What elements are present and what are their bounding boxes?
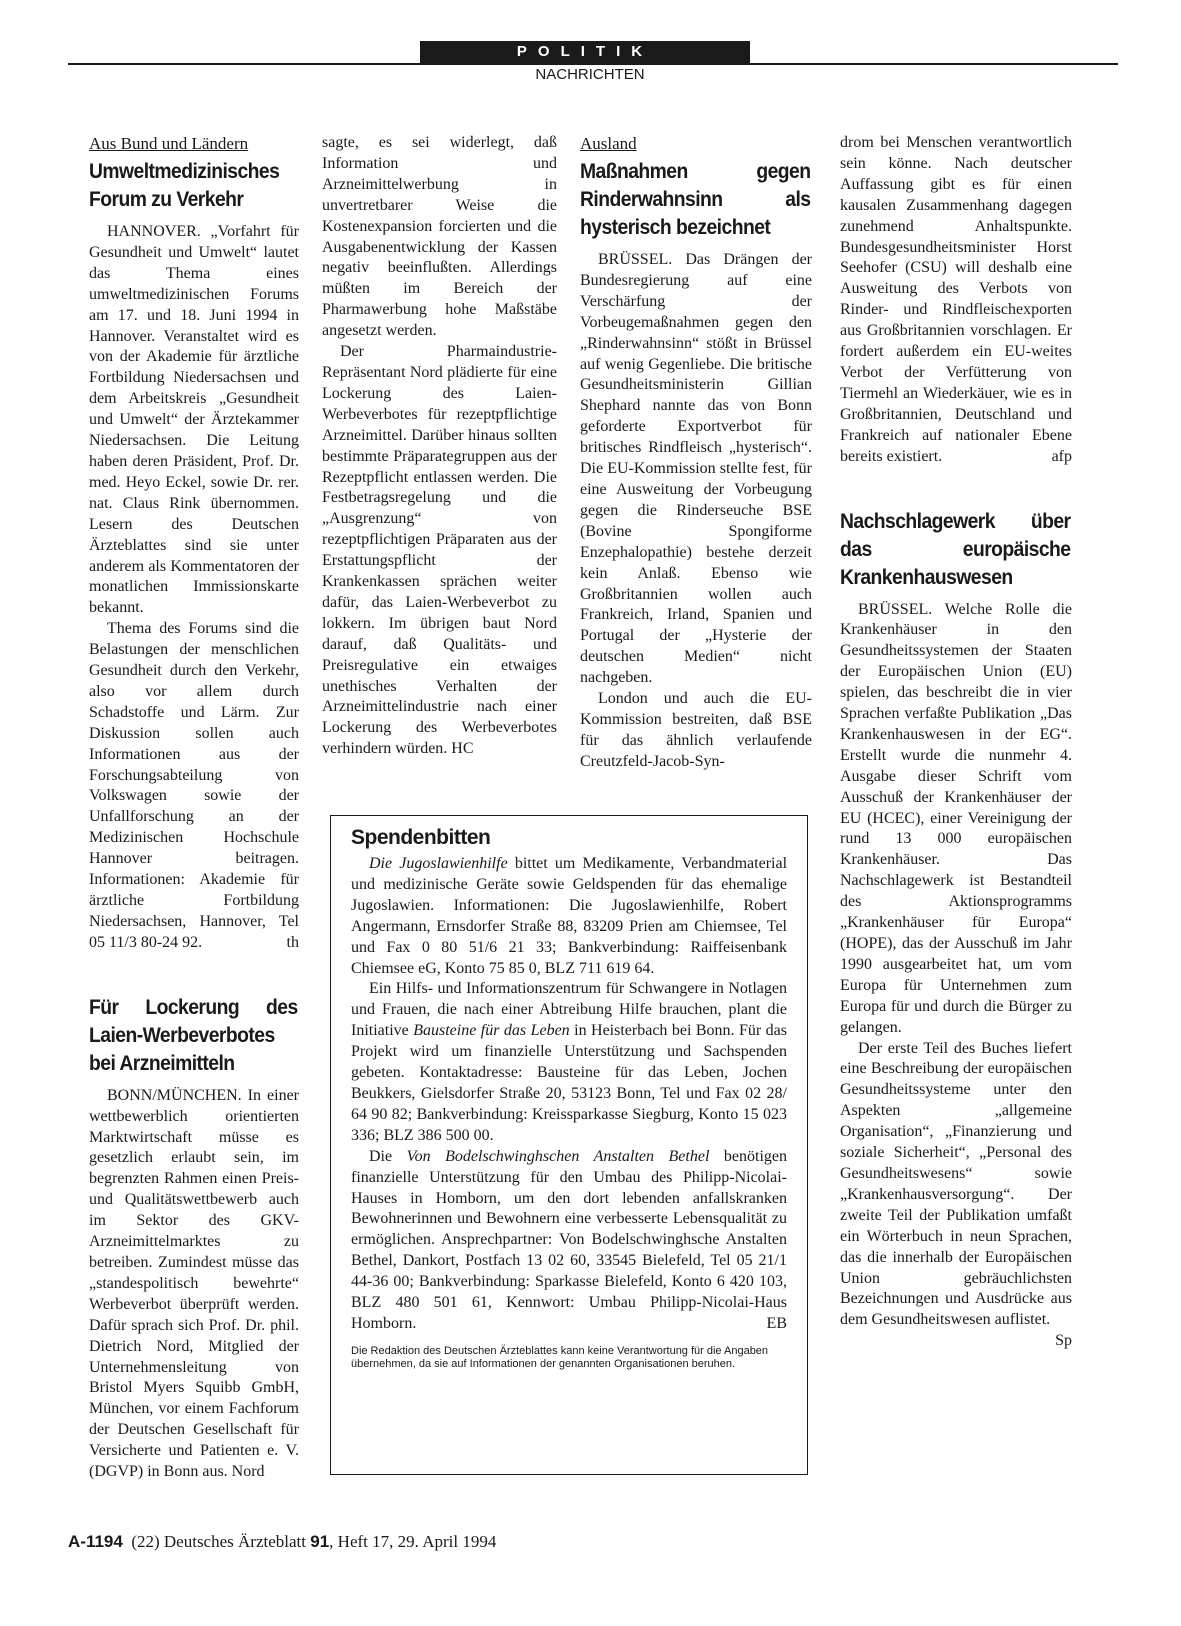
author-initials: afp bbox=[1051, 447, 1072, 465]
article-umweltforum-p2: Thema des Forums sind die Belastungen der menschlichen Gesundheit durch den Verkehr, also vor allem durch Schadstoffe und Lärm. Zur Diskussion sollen auch Informationen aus der Forschungsabteilung von Volkswagen sowie der Unfallforschung an der Medizinischen Hochschule Hannover beitragen. Informationen: Akademie für ärztliche Fortbildung Niedersachsen, Hannover, Tel 05 11/3 80-24 92. th bbox=[89, 619, 299, 954]
header-rule bbox=[68, 63, 1118, 65]
article-werbeverbot-p1: BONN/MÜNCHEN. In einer wettbewerblich orientierten Marktwirtschaft müsse es gesetzlich erlaubt sein, im begrenzten Rahmen einen Preis- und Qualitätswettbewerb auch im Sektor des GKV-Arzneimittelmarktes zu betreiben. Zumindest müsse das „standespolitisch bewehrte“ Werbeverbot überprüft werden. Dafür sprach sich Prof. Dr. phil. Dietrich Nord, Mitglied der Unternehmensleitung von Bristol Myers Squibb GmbH, München, vor einem Fachforum der Deutschen Gesellschaft für Versicherte und Patienten e. V. (DGVP) in Bonn aus. Nord bbox=[89, 1086, 299, 1481]
author-initials: Sp bbox=[1055, 1332, 1072, 1350]
page-number: A-1194 bbox=[68, 1532, 123, 1551]
article-werbeverbot-p2: sagte, es sei widerlegt, daß Information und Arzneimittelwerbung in unvertretbarer Weise die Kostenexpansion forcierten und die Ausgabenentwicklung der Kassen negativ beeinflußten. Allerdings müßten im Bereich der Pharmawerbung hohe Maßstäbe angesetzt werden. bbox=[322, 134, 557, 340]
section-header: POLITIK bbox=[420, 41, 750, 63]
volume-number: 91 bbox=[310, 1532, 330, 1551]
headline-rinderwahnsinn: Maßnahmen gegen Rinderwahnsinn als hysterisch bezeichnet bbox=[580, 160, 811, 239]
subsection-label: NACHRICHTEN bbox=[535, 66, 645, 83]
column-4 bbox=[840, 133, 1072, 1352]
disclaimer-note: Die Redaktion des Deutschen Ärzteblattes kann keine Verantwortung für die Angaben übernehmen, da sie auf Informationen der genannten Organisationen beruhen. bbox=[351, 1344, 769, 1371]
article-krankenhaus-p2: Der erste Teil des Buches liefert eine Beschreibung der europäischen Gesundheitssysteme unter den Aspekten „allgemeine Organisation“, „Finanzierung und soziale Sicherheit“, „Personal des Gesundheitswesens“ sowie „Krankenhausversorgung“. Der zweite Teil der Publikation umfaßt ein Wörterbuch in neun Sprachen, das die innerhalb der Europäischen Union gebräuchlichsten Bezeichnungen und Ausdrücke aus dem Gesundheitswesen auflistet. Sp bbox=[840, 1039, 1072, 1332]
article-werbeverbot-p3: Der Pharmaindustrie-Repräsentant Nord plädierte für eine Lockerung des Laien-Werbeverbotes für rezeptpflichtige Arzneimittel. Darüber hinaus sollten bestimmte Präparategruppen aus der Rezeptpflicht entlassen werden. Die Festbetragsregelung und die „Ausgrenzung“ von rezeptpflichtigen Präparaten aus der Erstattungspflicht der Krankenkassen sprächen weiter dafür, das Laien-Werbeverbot zu lokkern. Im übrigen baut Nord darauf, daß Qualitäts- und Preisregulative ein etwaiges unethisches Verhalten der Arzneimittelindustrie nach einer Lockerung des Werbeverbotes verhindern würden. HC bbox=[322, 343, 557, 758]
column-1 bbox=[89, 133, 299, 1483]
article-rinderwahnsinn-p3: drom bei Menschen verantwortlich sein könne. Nach deutscher Auffassung gibt es für einen kausalen Zusammenhang dagegen zunehmend Anhaltspunkte. Bundesgesundheitsminister Horst Seehofer (CSU) will deshalb eine Ausweitung des Verbots von Rinder- und Rindfleischexporten aus Großbritannien vorschlagen. Er fordert außerdem ein EU-weites Verbot der Verfütterung von Tiermehl an Wiederkäuer, wie es in Großbritannien, Deutschland und Frankreich auf nationaler Ebene bereits existiert. afp bbox=[840, 133, 1072, 468]
box-paragraph-2: Ein Hilfs- und Informationszentrum für Schwangere in Notlagen und Frauen, die nach einer Abtreibung Hilfe brauchen, plant die Initiative Bausteine für das Leben in Heisterbach bei Bonn. Für das Projekt wird um finanzielle Unterstützung und Sachspenden gebeten. Kontaktadresse: Bausteine für das Leben, Jochen Beukkers, Gielsdorfer Straße 20, 53123 Bonn, Tel und Fax 02 28/ 64 90 82; Bankverbindung: Kreissparkasse Siegburg, Konto 15 023 336; BLZ 386 500 00. bbox=[351, 980, 788, 1144]
article-rinderwahnsinn-p2: London und auch die EU-Kommission bestreiten, daß BSE für das ähnlich verlaufende Creutzfeld-Jacob-Syn- bbox=[580, 690, 812, 770]
article-umweltforum-p1: HANNOVER. „Vorfahrt für Gesundheit und Umwelt“ lautet das Thema eines umweltmedizinischen Forums am 17. und 18. Juni 1994 in Hannover. Veranstaltet wird es von der Akademie für ärztliche Fortbildung Niedersachsen und dem Arbeitskreis „Gesundheit und Umwelt“ der Ärztekammer Niedersachsen. Die Leitung haben deren Präsident, Prof. Dr. med. Heyo Eckel, sowie Dr. rer. nat. Claus Rink übernommen. Lesern des Deutschen Ärzteblattes sind sie unter anderem als Kommentatoren der monatlichen Immissionskarte bekannt. bbox=[89, 223, 299, 617]
article-rinderwahnsinn-p1: BRÜSSEL. Das Drängen der Bundesregierung auf eine Verschärfung der Vorbeugemaßnahmen gegen den „Rinderwahnsinn“ stößt in Brüssel auf wenig Gegenliebe. Die britische Gesundheitsministerin Gillian Shephard nannte das von Bonn geforderte Exportverbot für britisches Rindfleisch „hysterisch“. Die EU-Kommission stellte fest, für eine Ausweitung der Vorbeugung gegen die Rinderseuche BSE (Bovine Spongiforme Enzephalopathie) bestehe derzeit kein Anlaß. Ebenso wie Großbritannien wollen auch Frankreich, Irland, Spanien und Portugal der „Hysterie der deutschen Medien“ nicht nachgeben. bbox=[580, 251, 812, 687]
author-initials: HC bbox=[451, 740, 474, 758]
article-krankenhaus-p1: BRÜSSEL. Welche Rolle die Krankenhäuser in den Gesundheitssystemen der Staaten der Europäischen Union (EU) spielen, das beschreibt die in vier Sprachen verfaßte Publikation „Das Krankenhauswesen in der EG“. Erstellt wurde die nunmehr 4. Ausgabe dieser Schrift vom Ausschuß der Krankenhäuser der EU (HCEC), einer Vereinigung der rund 13 000 europäischen Krankenhäuser. Das Nachschlagewerk ist Bestandteil des Aktionsprogramms „Krankenhäuser für Europa“ (HOPE), das der Ausschuß im Jahr 1990 ausgearbeitet hat, um vom Europa für Unternehmen zum Europa für und durch die Bürger zu gelangen. bbox=[840, 600, 1072, 1036]
headline-werbeverbot: Für Lockerung des Laien-Werbeverbotes bei Arzneimitteln bbox=[89, 995, 298, 1075]
author-initials: th bbox=[286, 933, 299, 951]
page-footer: A-1194 (22) Deutsches Ärzteblatt 91, Heft 17, 29. April 1994 bbox=[68, 1532, 497, 1551]
box-paragraph-1: Die Jugoslawienhilfe bittet um Medikamente, Verbandmaterial und medizinische Geräte sowie Geldspenden für das ehemalige Jugoslawien. Informationen: Die Jugoslawienhilfe, Robert Angermann, Ernsdorfer Straße 88, 83209 Prien am Chiemsee, Tel und Fax 0 80 51/6 21 33; Bankverbindung: Raiffeisenbank Chiemsee eG, Konto 75 85 0, BLZ 711 619 64. bbox=[351, 855, 788, 977]
author-initials: EB bbox=[766, 1314, 787, 1332]
kicker-ausland: Ausland bbox=[580, 134, 637, 153]
headline-krankenhauswesen: Nachschlagewerk über das europäische Krankenhauswesen bbox=[840, 509, 1071, 589]
column-2 bbox=[322, 133, 557, 760]
spendenbitten-box bbox=[330, 815, 808, 1475]
kicker-bund-laender: Aus Bund und Ländern bbox=[89, 134, 249, 153]
column-3 bbox=[580, 133, 812, 773]
box-title: Spendenbitten bbox=[351, 826, 491, 849]
box-paragraph-3: Die Von Bodelschwinghschen Anstalten Bethel benötigen finanzielle Unterstützung für den Umbau des Philipp-Nicolai-Hauses in Homborn, um den dort lebenden anfallskranken Bewohnerinnen und Bewohnern eine verbesserte Lebensqualität zu ermöglichen. Ansprechpartner: Von Bodelschwinghsche Anstalten Bethel, Dankort, Postfach 13 02 60, 33545 Bielefeld, Tel 05 21/1 44-36 00; Bankverbindung: Sparkasse Bielefeld, Konto 6 420 103, BLZ 480 501 61, Kennwort: Umbau Philipp-Nicolai-Haus Homborn. EB bbox=[351, 1147, 787, 1335]
headline-umweltforum: Umweltmedizinisches Forum zu Verkehr bbox=[89, 160, 280, 211]
